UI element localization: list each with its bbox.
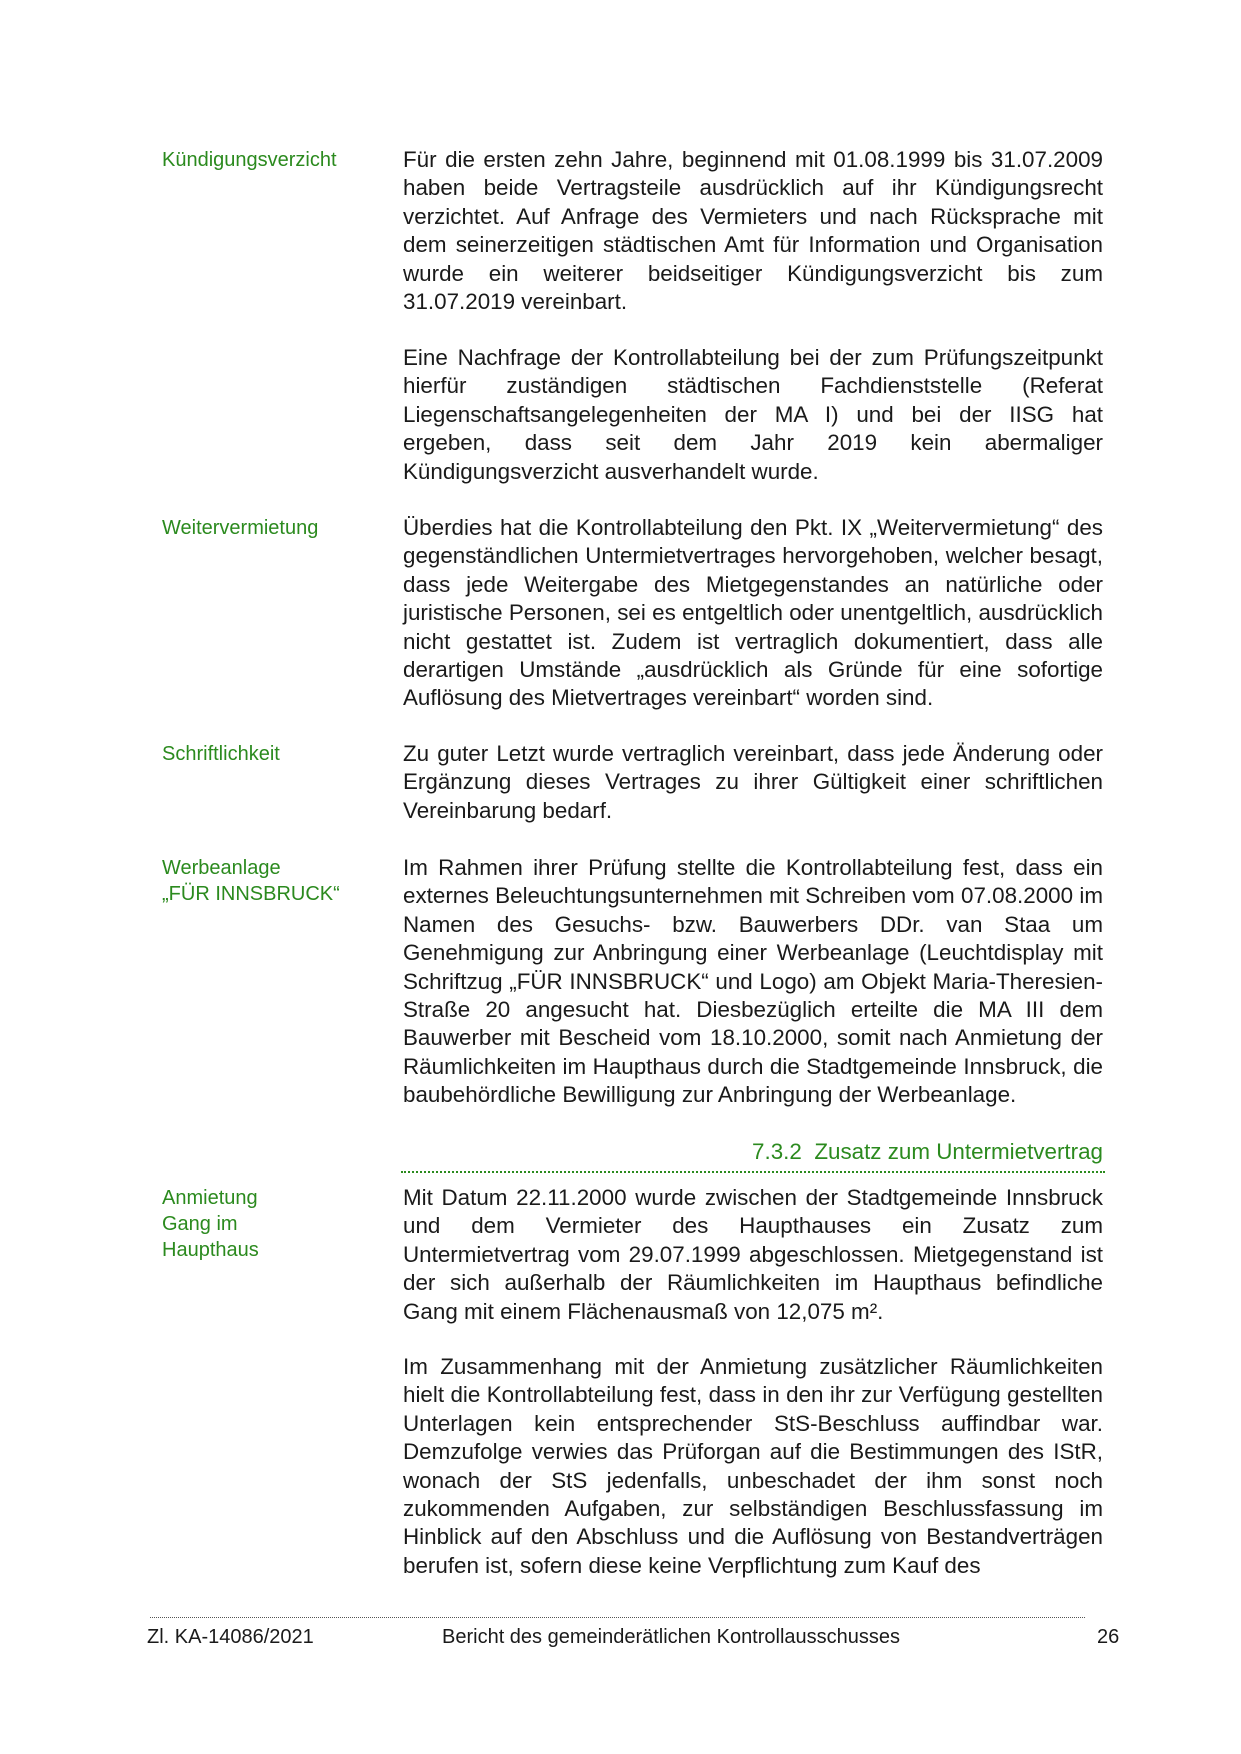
- paragraph-anmietung-2: Im Zusammenhang mit der Anmietung zusätzlicher Räumlichkeiten hielt die Kontrollabteilung fest, dass in den ihr zur Verfügung gestellten Unterlagen kein entsprechender StS-Beschluss auffindbar war. Demzufolge verwies das Prüforgan auf die Bestimmungen des IStR, wonach der StS jedenfalls, unbeschadet der ihm sonst noch zukommenden Aufgaben, zur selbständigen Beschlussfassung im Hinblick auf den Abschluss und die Auflösung von Bestandverträgen berufen ist, sofern diese keine Verpflichtung zum Kauf des: [403, 1354, 1103, 1578]
- section-number: 7.3.2: [752, 1139, 802, 1164]
- margin-note-anmietung-line1: Anmietung: [162, 1187, 258, 1209]
- margin-note-kuendigungsverzicht: Kündigungsverzicht: [162, 149, 337, 171]
- paragraph-kuendigungsverzicht-1: Für die ersten zehn Jahre, beginnend mit 01.08.1999 bis 31.07.2009 haben beide Vertragsteile ausdrücklich auf ihr Kündigungsrecht verzichtet. Auf Anfrage des Vermieters und nach Rücksprache mit dem seinerzeitigen städtischen Amt für Information und Organisation wurde ein weiterer beidseitiger Kündigungsverzicht bis zum 31.07.2019 vereinbart.: [403, 147, 1103, 315]
- paragraph-schriftlichkeit: Zu guter Letzt wurde vertraglich vereinbart, dass jede Änderung oder Ergänzung dieses Vertrages zu ihrer Gültigkeit einer schriftlichen Vereinbarung bedarf.: [403, 741, 1103, 823]
- footer-reference: Zl. KA-14086/2021: [147, 1626, 314, 1648]
- paragraph-kuendigungsverzicht-2: Eine Nachfrage der Kontrollabteilung bei der zum Prüfungszeitpunkt hierfür zuständigen städtischen Fachdienststelle (Referat Liegenschaftsangelegenheiten der MA I) und bei der IISG hat ergeben, dass seit dem Jahr 2019 kein abermaliger Kündigungsverzicht ausverhandelt wurde.: [403, 345, 1103, 484]
- margin-note-anmietung-line2: Gang im: [162, 1213, 238, 1235]
- paragraph-anmietung-1: Mit Datum 22.11.2000 wurde zwischen der Stadtgemeinde Innsbruck und dem Vermieter des Haupthauses ein Zusatz zum Untermietvertrag vom 29.07.1999 abgeschlossen. Mietgegenstand ist der sich außerhalb der Räumlichkeiten im Haupthaus befindliche Gang mit einem Flächenausmaß von 12,075 m².: [403, 1185, 1103, 1324]
- paragraph-weitervermietung: Überdies hat die Kontrollabteilung den Pkt. IX „Weitervermietung“ des gegenständlichen Untermietvertrages hervorgehoben, welcher besagt, dass jede Weitergabe des Mietgegenstandes an natürliche oder juristische Personen, sei es entgeltlich oder unentgeltlich, ausdrücklich nicht gestattet ist. Zudem ist vertraglich dokumentiert, dass alle derartigen Umstände „ausdrücklich als Gründe für eine sofortige Auflösung des Mietvertrages vereinbart“ worden sind.: [403, 515, 1103, 711]
- paragraph-werbeanlage: Im Rahmen ihrer Prüfung stellte die Kontrollabteilung fest, dass ein externes Beleuchtungsunternehmen mit Schreiben vom 07.08.2000 im Namen des Gesuchs- bzw. Bauwerbers DDr. van Staa um Genehmigung zur Anbringung einer Werbeanlage (Leuchtdisplay mit Schriftzug „FÜR INNSBRUCK“ und Logo) am Objekt Maria-Theresien-Straße 20 angesucht hat. Diesbezüglich erteilte die MA III dem Bauwerber mit Bescheid vom 18.10.2000, somit nach Anmietung der Räumlichkeiten im Haupthaus durch die Stadtgemeinde Innsbruck, die baubehördliche Bewilligung zur Anbringung der Werbeanlage.: [403, 855, 1103, 1108]
- section-title: Zusatz zum Untermietvertrag: [814, 1139, 1103, 1164]
- margin-note-werbeanlage: [162, 855, 362, 907]
- margin-note-schriftlichkeit: Schriftlichkeit: [162, 743, 280, 765]
- margin-note-anmietung: [162, 1185, 362, 1263]
- margin-note-anmietung-line3: Haupthaus: [162, 1239, 259, 1261]
- footer-divider: [150, 1617, 1085, 1618]
- margin-note-werbeanlage-line1: Werbeanlage: [162, 857, 281, 879]
- section-divider: [401, 1171, 1105, 1173]
- margin-note-weitervermietung: Weitervermietung: [162, 517, 319, 539]
- section-heading-7-3-2: [403, 1138, 1103, 1166]
- margin-note-werbeanlage-line2: „FÜR INNSBRUCK“: [162, 883, 340, 905]
- footer-title: Bericht des gemeinderätlichen Kontrollausschusses: [442, 1626, 901, 1648]
- page-number: 26: [1097, 1626, 1120, 1648]
